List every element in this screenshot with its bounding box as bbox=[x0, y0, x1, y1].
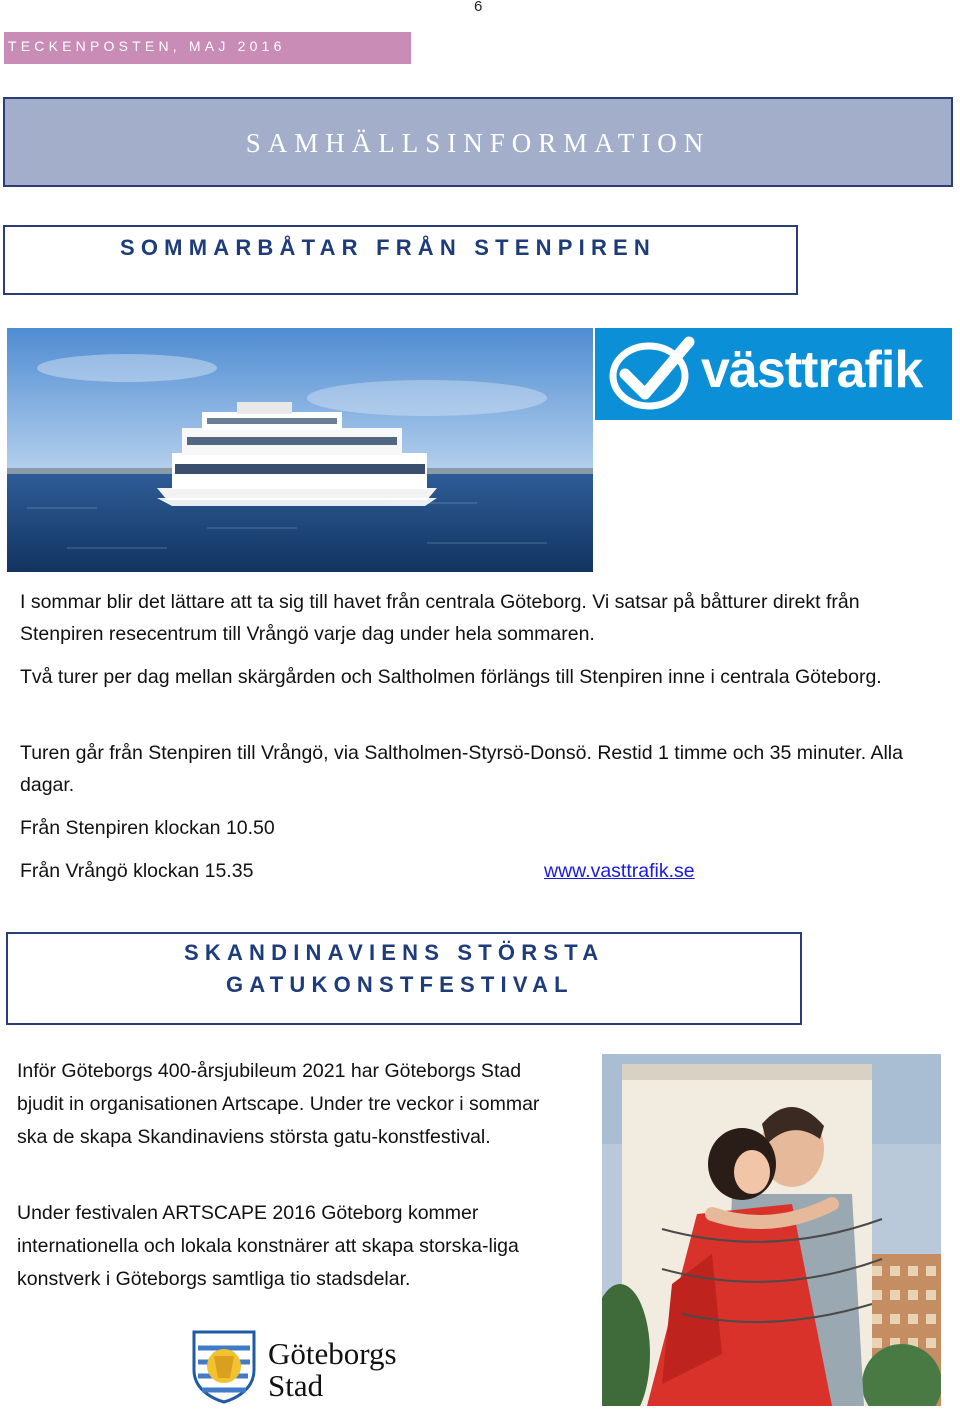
article1-last-line: Från Vrångö klockan 15.35 bbox=[20, 860, 254, 882]
vasttrafik-logo-text: västtrafik bbox=[701, 341, 923, 399]
goteborgs-stad-logo bbox=[190, 1328, 430, 1404]
article1-heading: SOMMARBÅTAR FRÅN STENPIREN bbox=[120, 235, 657, 260]
article2-heading-line2: GATUKONSTFESTIVAL bbox=[226, 972, 574, 997]
issue-label: TECKENPOSTEN, MAJ 2016 bbox=[8, 38, 286, 54]
city-logo-line1: Göteborgs bbox=[268, 1336, 397, 1371]
city-logo-line2: Stad bbox=[268, 1368, 324, 1403]
city-crest-icon bbox=[190, 1328, 258, 1404]
article1-paragraph: Från Stenpiren klockan 10.50 bbox=[20, 817, 275, 839]
article1-paragraph: I sommar blir det lättare att ta sig till havet från centrala Göteborg. Vi satsar på båtturer direkt från Stenpiren resecentrum till Vrångö varje dag under hela sommaren. bbox=[20, 591, 860, 645]
article1-paragraph: Turen går från Stenpiren till Vrångö, via Saltholmen-Styrsö-Donsö. Restid 1 timme och 35 minuter. Alla dagar. bbox=[20, 742, 903, 796]
vasttrafik-link[interactable]: www.vasttrafik.se bbox=[544, 860, 695, 882]
article2-paragraph: Under festivalen ARTSCAPE 2016 Göteborg kommer internationella och lokala konstnärer att skapa storska-liga konstverk i Göteborgs samtliga tio stadsdelar. bbox=[17, 1202, 519, 1290]
vasttrafik-emblem-icon bbox=[607, 336, 697, 412]
article2-heading-line1: SKANDINAVIENS STÖRSTA bbox=[184, 940, 605, 965]
page-number: 6 bbox=[474, 0, 483, 15]
vasttrafik-logo bbox=[595, 328, 952, 420]
article1-paragraph: Två turer per dag mellan skärgården och Saltholmen förlängs till Stenpiren inne i centrala Göteborg. bbox=[20, 666, 882, 688]
street-art-photo bbox=[602, 1054, 941, 1406]
section-title: SAMHÄLLSINFORMATION bbox=[245, 128, 711, 158]
ferry-photo bbox=[7, 328, 593, 572]
article2-paragraph: Inför Göteborgs 400-årsjubileum 2021 har Göteborgs Stad bjudit in organisationen Artscape. Under tre veckor i sommar ska de skapa Skandinaviens största gatu-konstfestival. bbox=[17, 1060, 540, 1148]
